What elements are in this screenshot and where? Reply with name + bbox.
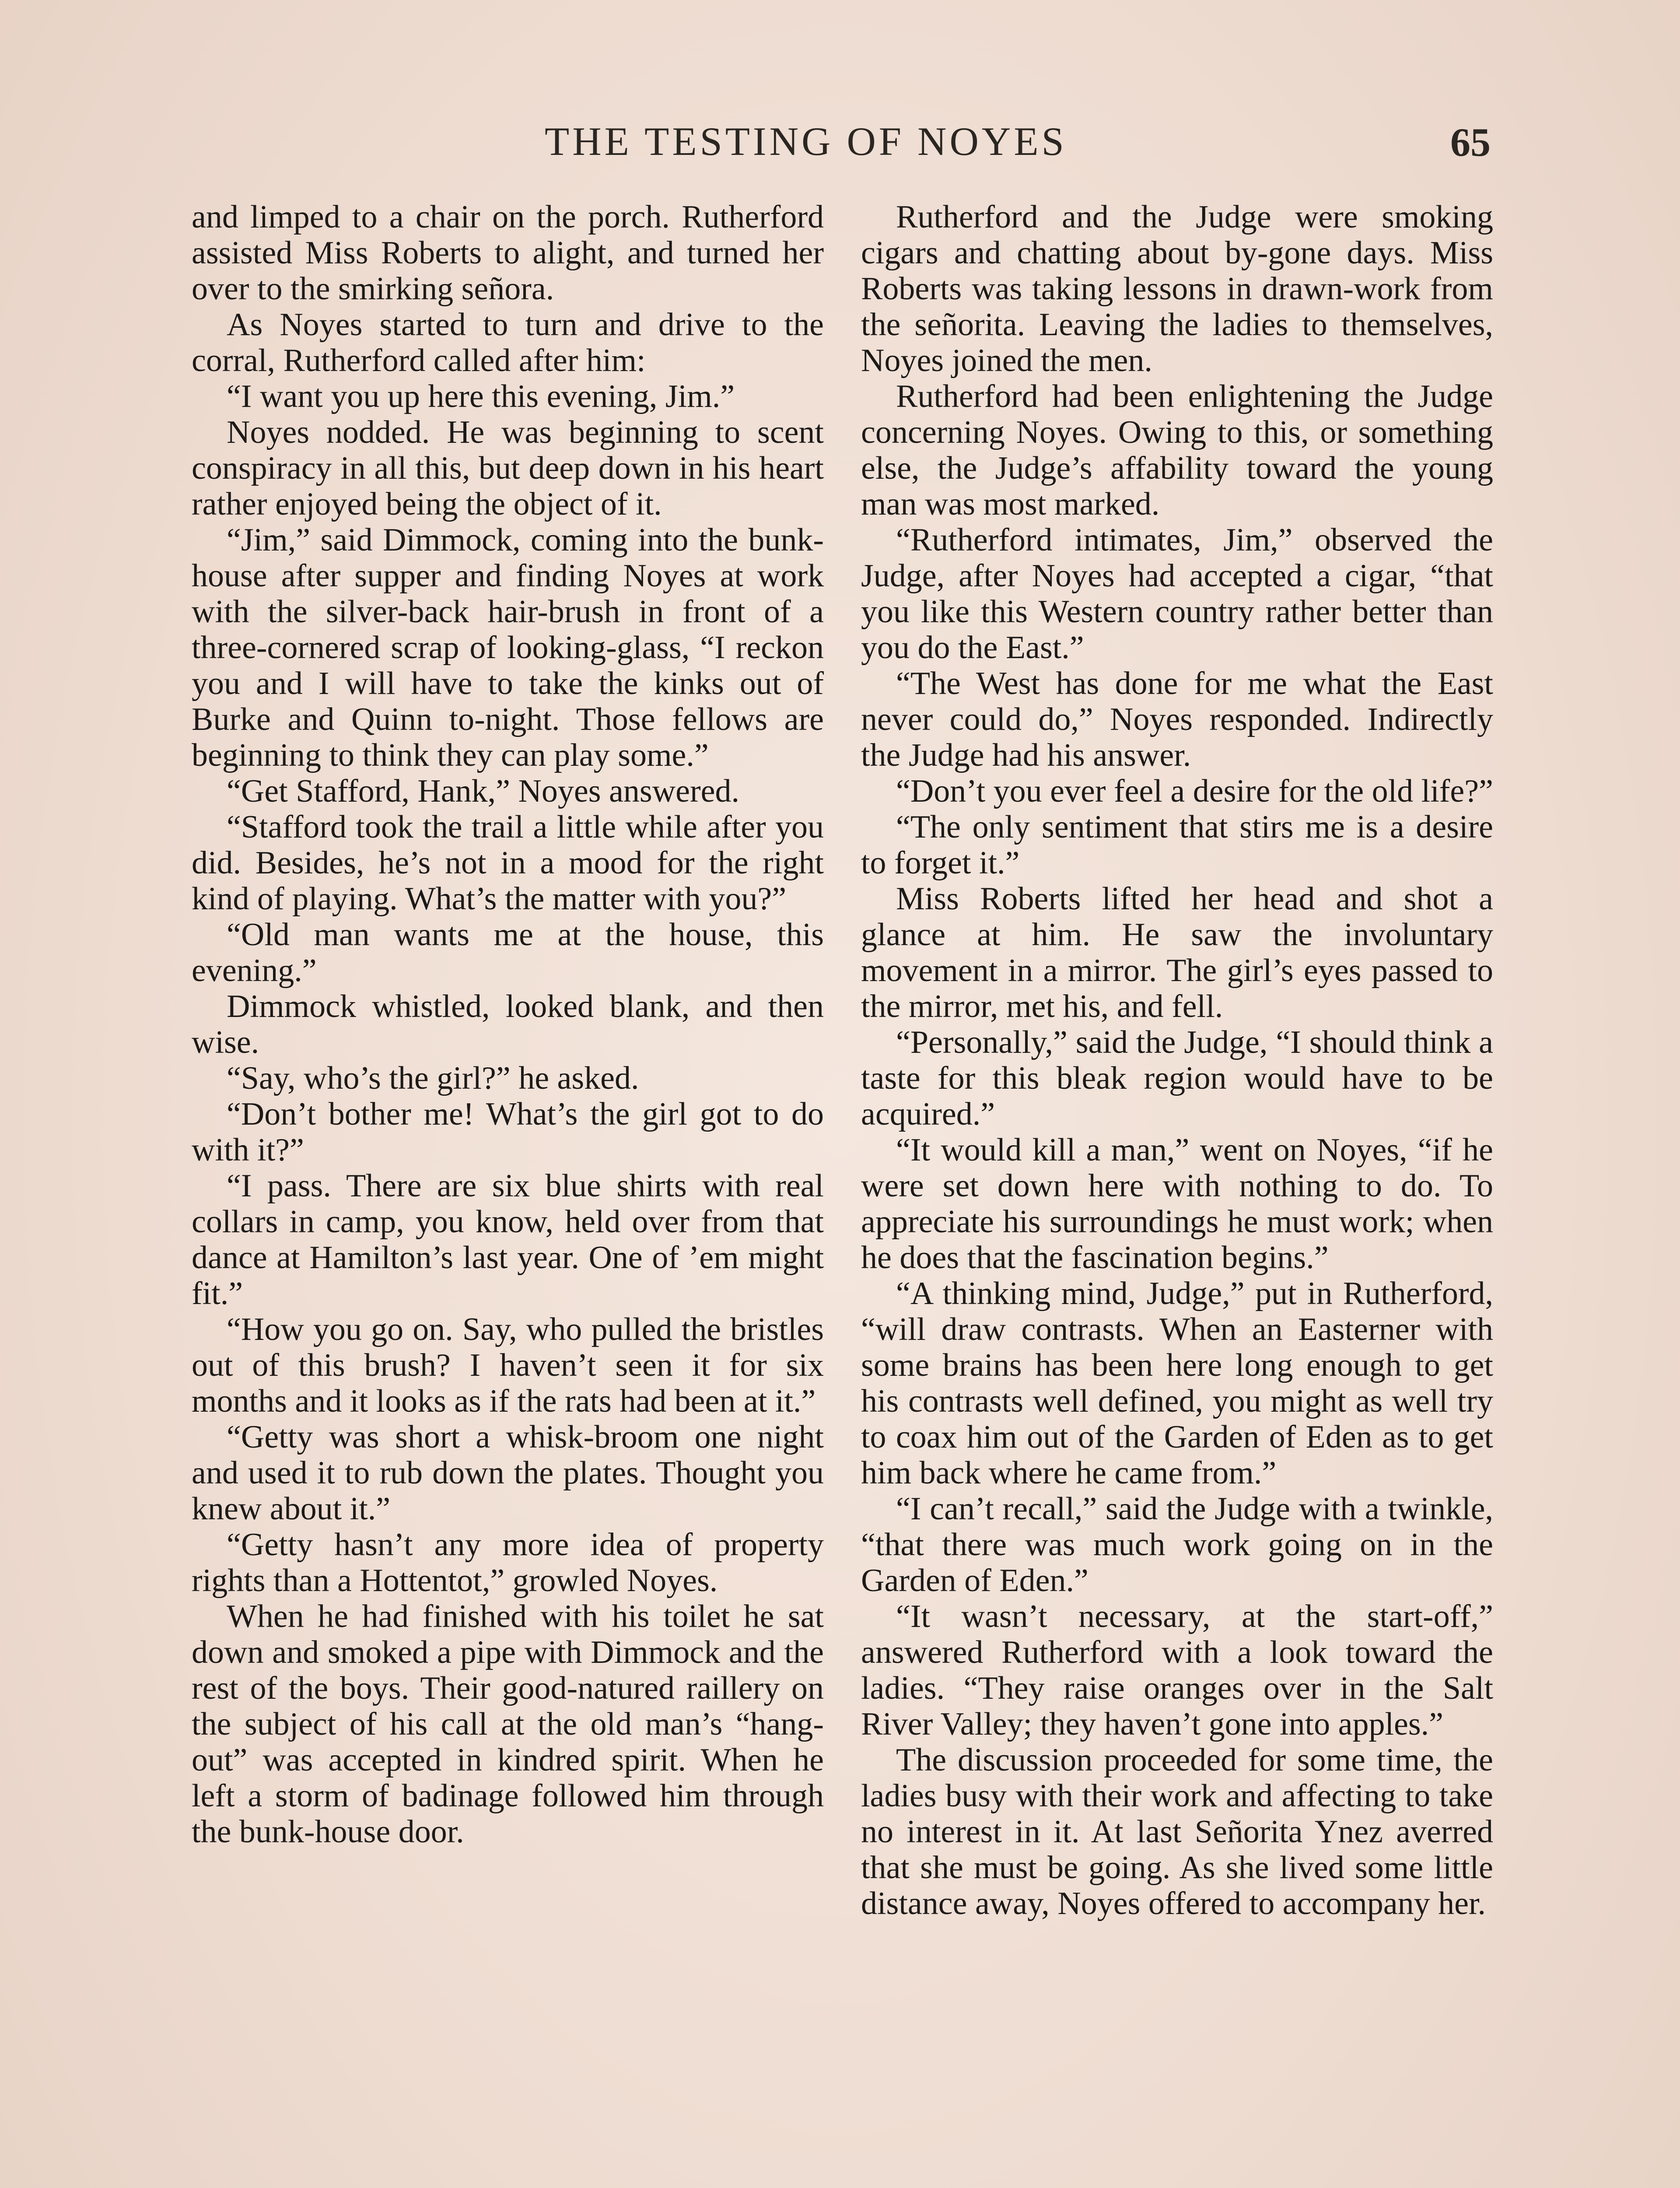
page-number: 65 xyxy=(1450,120,1491,165)
left-text-column xyxy=(192,199,824,1850)
paragraph: Dimmock whistled, looked blank, and then wise. xyxy=(192,989,824,1060)
paragraph: and limped to a chair on the porch. Rutherford assisted Miss Roberts to alight, and turned her over to the smirking señora. xyxy=(192,199,824,307)
paragraph: “Jim,” said Dimmock, coming into the bunk-house after supper and finding Noyes at work with the silver-back hair-brush in front of a three-cornered scrap of looking-glass, “I reckon you and I will have to take the kinks out of Burke and Quinn to-night. Those fellows are beginning to think they can play some.” xyxy=(192,522,824,773)
paragraph: “Getty was short a whisk-broom one night and used it to rub down the plates. Thought you knew about it.” xyxy=(192,1419,824,1527)
paragraph: “I want you up here this evening, Jim.” xyxy=(227,379,735,414)
paragraph: As Noyes started to turn and drive to the corral, Rutherford called after him: xyxy=(192,307,824,379)
paragraph: “Rutherford intimates, Jim,” observed the Judge, after Noyes had accepted a cigar, “that you like this Western country rather better than you do the East.” xyxy=(861,522,1493,666)
paragraph: Rutherford and the Judge were smoking cigars and chatting about by-gone days. Miss Roberts was taking lessons in drawn-work from the señorita. Leaving the ladies to themselves, Noyes joined the men. xyxy=(861,199,1493,379)
paragraph: The discussion proceeded for some time, the ladies busy with their work and affecting to take no interest in it. At last Señorita Ynez averred that she must be going. As she lived some little distance away, Noyes offered to accompany her. xyxy=(861,1742,1493,1922)
paragraph: “I can’t recall,” said the Judge with a twinkle, “that there was much work going on in the Garden of Eden.” xyxy=(861,1491,1493,1599)
paragraph: “Getty hasn’t any more idea of property rights than a Hottentot,” growled Noyes. xyxy=(192,1527,824,1599)
paragraph: “Personally,” said the Judge, “I should think a taste for this bleak region would have to be acquired.” xyxy=(861,1024,1493,1132)
paragraph: “The only sentiment that stirs me is a desire to forget it.” xyxy=(861,809,1493,881)
paragraph: Noyes nodded. He was beginning to scent conspiracy in all this, but deep down in his heart rather enjoyed being the object of it. xyxy=(192,414,824,522)
paragraph: “Don’t you ever feel a desire for the old life?” xyxy=(896,773,1493,809)
paragraph: “A thinking mind, Judge,” put in Rutherford, “will draw contrasts. When an Easterner with some brains has been here long enough to get his contrasts well defined, you might as well try to coax him out of the Garden of Eden as to get him back where he came from.” xyxy=(861,1276,1493,1491)
paragraph: “Stafford took the trail a little while after you did. Besides, he’s not in a mood for the right kind of playing. What’s the matter with you?” xyxy=(192,809,824,917)
right-text-column xyxy=(861,199,1493,1922)
paragraph: “I pass. There are six blue shirts with real collars in camp, you know, held over from that dance at Hamilton’s last year. One of ’em might fit.” xyxy=(192,1168,824,1311)
paragraph: “It would kill a man,” went on Noyes, “if he were set down here with nothing to do. To appreciate his surroundings he must work; when he does that the fascination begins.” xyxy=(861,1132,1493,1276)
paragraph: “The West has done for me what the East never could do,” Noyes responded. Indirectly the Judge had his answer. xyxy=(861,666,1493,773)
paragraph: Rutherford had been enlightening the Judge concerning Noyes. Owing to this, or something else, the Judge’s affability toward the young man was most marked. xyxy=(861,379,1493,522)
paragraph: “Say, who’s the girl?” he asked. xyxy=(227,1060,639,1096)
running-title: THE TESTING OF NOYES xyxy=(545,119,1067,164)
paragraph: “Get Stafford, Hank,” Noyes answered. xyxy=(227,773,739,809)
paragraph: “Old man wants me at the house, this evening.” xyxy=(192,917,824,989)
paragraph: “How you go on. Say, who pulled the bristles out of this brush? I haven’t seen it for six months and it looks as if the rats had been at it.” xyxy=(192,1311,824,1419)
paragraph: Miss Roberts lifted her head and shot a glance at him. He saw the involuntary movement in a mirror. The girl’s eyes passed to the mirror, met his, and fell. xyxy=(861,881,1493,1024)
paragraph: “It wasn’t necessary, at the start-off,” answered Rutherford with a look toward the ladies. “They raise oranges over in the Salt River Valley; they haven’t gone into apples.” xyxy=(861,1599,1493,1742)
paragraph: When he had finished with his toilet he sat down and smoked a pipe with Dimmock and the rest of the boys. Their good-natured raillery on the subject of his call at the old man’s “hang-out” was accepted in kindred spirit. When he left a storm of badinage followed him through the bunk-house door. xyxy=(192,1599,824,1850)
paragraph: “Don’t bother me! What’s the girl got to do with it?” xyxy=(192,1096,824,1168)
